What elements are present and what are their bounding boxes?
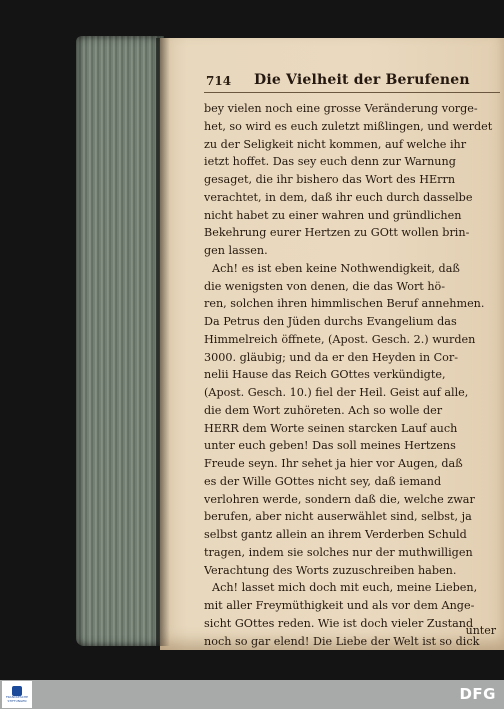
text-line: die dem Wort zuhöreten. Ach so wolle der (204, 403, 443, 417)
francke-logo-text: FRANCKESCHE STIFTUNGEN (5, 695, 29, 703)
catchword: unter (465, 624, 496, 637)
page-number: 714 (206, 74, 232, 88)
text-line: tragen, indem sie solches nur der muthwilligen (204, 545, 473, 559)
header-rule (204, 92, 500, 93)
text-line: 3000. gläubig; und da er den Heyden in Cor- (204, 350, 459, 364)
footer-bar (0, 680, 504, 709)
dfg-logo: DFG (459, 685, 496, 703)
text-line: Himmelreich öffnete, (Apost. Gesch. 2.) wurden (204, 332, 476, 346)
text-line: ren, solchen ihren himmlischen Beruf annehmen. (204, 297, 485, 311)
text-line: es der Wille GOttes nicht sey, daß iemand (204, 474, 442, 488)
running-head: Die Vielheit der Berufenen (254, 72, 470, 88)
text-line: selbst gantz allein an ihrem Verderben Schuld (204, 528, 467, 541)
text-line: Da Petrus den Jüden durchs Evangelium das (204, 315, 457, 328)
text-line: ietzt hoffet. Das sey euch denn zur Warnung (204, 155, 456, 169)
text-line: HERR dem Worte seinen starcken Lauf auch (204, 421, 458, 435)
text-line: bey vielen noch eine grosse Veränderung vorge- (204, 102, 478, 115)
text-line: Bekehrung eurer Hertzen zu GOtt wollen brin- (204, 226, 470, 240)
text-line: Ach! es ist eben keine Nothwendigkeit, daß (212, 261, 460, 275)
text-line: gen lassen. (204, 244, 268, 257)
text-line: Verachtung des Worts zuzuschreiben haben. (204, 563, 457, 577)
text-line: verachtet, in dem, daß ihr euch durch dasselbe (204, 190, 473, 204)
text-line: sicht GOttes reden. Wie ist doch vieler Zustand (204, 616, 474, 630)
text-line: mit aller Freymüthigkeit und als vor dem Ange- (204, 599, 475, 612)
text-line: Freude seyn. Ihr sehet ja hier vor Augen, daß (204, 457, 463, 470)
text-line: verlohren werde, sondern daß die, welche zwar (204, 492, 475, 506)
book-page-edges (76, 36, 164, 646)
gutter-shadow (156, 38, 170, 646)
text-line: Ach! lasset mich doch mit euch, meine Lieben, (212, 581, 478, 595)
text-line: het, so wird es euch zuletzt mißlingen, und werdet (204, 119, 493, 133)
body-text (204, 100, 500, 650)
text-line: gesaget, die ihr bishero das Wort des HErrn (204, 173, 456, 186)
text-line: unter euch geben! Das soll meines Hertzens (204, 439, 456, 453)
book-page (160, 38, 504, 650)
text-line: die wenigsten von denen, die das Wort hö- (204, 279, 446, 293)
text-line: berufen, aber nicht auserwählet sind, selbst, ja (204, 510, 472, 524)
francke-logo (2, 681, 32, 708)
text-line: (Apost. Gesch. 10.) fiel der Heil. Geist auf alle, (204, 386, 469, 399)
text-line: noch so gar elend! Die Liebe der Welt ist so dick (204, 634, 480, 648)
text-line: nicht habet zu einer wahren und gründlichen (204, 208, 462, 222)
text-line: zu der Seligkeit nicht kommen, auf welche ihr (204, 137, 467, 151)
text-line: nelii Hause das Reich GOttes verkündigte, (204, 368, 446, 382)
